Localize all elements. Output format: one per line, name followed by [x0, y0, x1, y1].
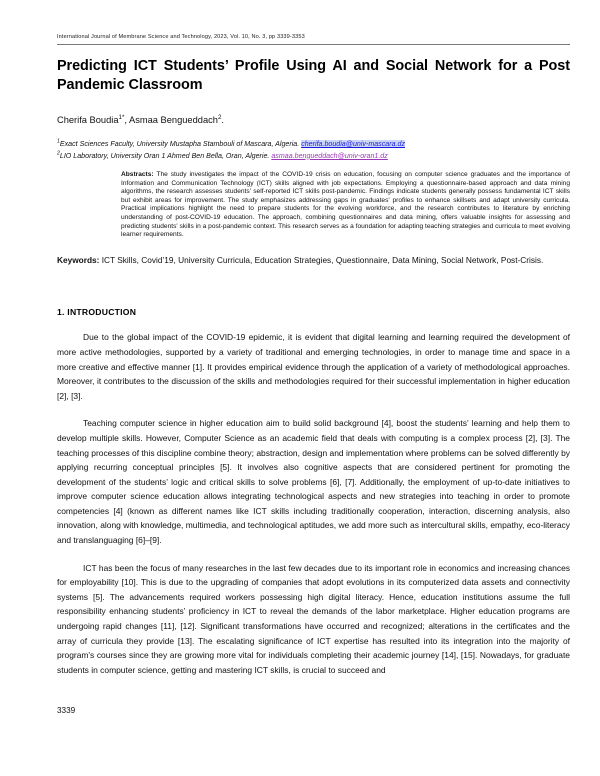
- abstract-text: The study investigates the impact of the COVID-19 crisis on education, focusing on computer science graduates and the importance of Information and Communication Technology (ICT) skills aligned with job expectations. Employing a questionnaire-based approach and data mining algorithms, the research assesses students' self-reported ICT skills post-pandemic. Findings indicate students generally possess fundamental ICT skills but exhibit areas for improvement. The study emphasizes addressing gaps in graduates' profiles to enhance skillsets and adapt university curricula. Practical implications highlight the need to prepare students for the evolving workforce, and the research contributes to literature by enriching understanding of post-COVID-19 education. The approach, combining questionnaires and data mining, offers valuable insights for assessing and predicting students' skills in a post-pandemic context. This research serves as a foundation for adapting teaching strategies and curricula to meet evolving learner requirements.: [121, 171, 570, 239]
- author-2-name: , Asmaa Bengueddach: [124, 115, 218, 125]
- author-1-name: Cherifa Boudia: [57, 115, 119, 125]
- author-1-marker: 1*: [118, 113, 125, 121]
- affiliation-2-email-link[interactable]: asmaa.bengueddach@univ-oran1.dz: [271, 151, 388, 160]
- affiliation-2-text: LIO Laboratory, University Oran 1 Ahmed Ben Bella, Oran, Algerie.: [59, 151, 272, 160]
- affiliation-2: [57, 151, 570, 163]
- keywords-block: [57, 254, 570, 267]
- affiliation-1: [57, 139, 570, 151]
- affiliation-list: [57, 139, 570, 162]
- affiliation-1-marker: 1: [57, 138, 60, 145]
- affiliation-1-email-link[interactable]: cherifa.boudia@univ-mascara.dz: [301, 140, 405, 148]
- paragraph-intro-1: Due to the global impact of the COVID-19 epidemic, it is evident that digital learning and learning required the development of more active methodologies, supported by a variety of traditional and emerging technologies, in order to manage time and space in a more creative and effective manner [1]. It provides empirical evidence through the application of a variety of methodological approaches. Moreover, it contributes to the discussion of the skills and methodologies required for their successful implementation in higher education [2], [3].: [57, 332, 570, 401]
- header-divider: [57, 44, 570, 45]
- abstract-label: Abstracts:: [121, 171, 154, 178]
- affiliation-2-marker: 2: [57, 150, 60, 157]
- page-title: Predicting ICT Students’ Profile Using AI and Social Network for a Post Pandemic Classroom: [57, 58, 570, 93]
- running-header: International Journal of Membrane Science and Technology, 2023, Vol. 10, No. 3, pp 3339-3353: [57, 34, 305, 40]
- keywords-label: Keywords:: [57, 254, 100, 265]
- page-number: 3339: [57, 706, 76, 715]
- author-2-marker: 2: [217, 113, 222, 121]
- affiliation-1-text: Exact Sciences Faculty, University Mustapha Stambouli of Mascara, Algeria.: [59, 140, 302, 148]
- keywords-text: ICT Skills, Covid’19, University Curricula, Education Strategies, Questionnaire, Data Mining, Social Network, Post-Crisis.: [99, 254, 544, 265]
- author-list: [57, 114, 570, 127]
- section-heading-introduction: 1. INTRODUCTION: [57, 307, 137, 318]
- abstract-block: [121, 171, 570, 240]
- author-list-suffix: .: [221, 115, 224, 125]
- paragraph-intro-2: Teaching computer science in higher education aim to build solid background [4], boost the students’ learning and help them to develop multiple skills. However, Computer Science as an academic field that deals with computing is a complex process [2], [3]. The teaching processes of this discipline combine theory; abstraction, design and implementation where problems can be solved differently by applying recurring conceptual principles [5]. It involves also cognitive aspects that are considered pertinent for promoting the development of the students’ logic and critical skills to solve problems [6], [7]. Additionally, the employment of up-to-date initiatives to improve computer science education allows integrating technological aspects and new strategies into teaching in order to promote competencies [4] (known as different names like ICT skills including traditionally cooperation, interaction, discerning analysis, also innovation, along with knowledge, multimedia, and technological aptitudes, we add more such as intercultural skills, empathy, eco-literacy and translanguaging [6]–[9].: [57, 418, 570, 546]
- paragraph-intro-3: ICT has been the focus of many researches in the last few decades due to its important role in economics and increasing chances for employability [10]. This is due to the upgrading of companies that adopt evolutions in its computerized data assets and connectivity systems [5]. The advancements required workers possessing high digital literacy. Hence, education institutions assume the full responsibility enhancing students’ proficiency in ICT to reveal the demands of the labor marketplace. Higher education programs are undergoing rapid changes [11], [12]. Significant transformations have occurred and recognized; alterations in the certificates and the array of curricula they provide [13]. The escalating significance of ICT expertise has resulted into its integration into the majority of program's courses since they are growing more vital for individuals completing their academic journey [14], [15]. Nowadays, for graduate students in computer science, getting and mastering ICT skills, is crucial to succeed and: [57, 562, 570, 675]
